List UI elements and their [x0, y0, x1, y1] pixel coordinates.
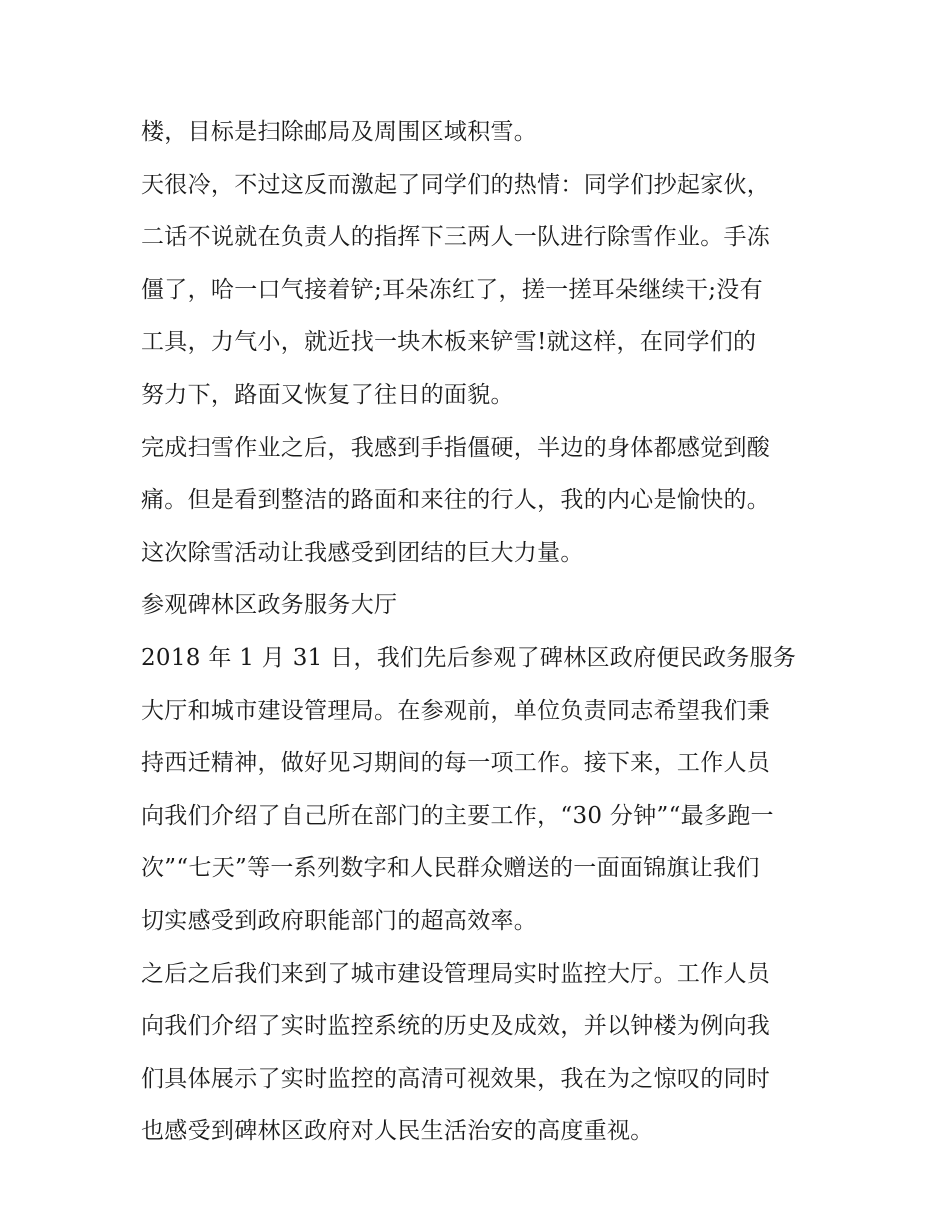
text-line: 向我们介绍了自己所在部门的主要工作，“30 分钟”“最多跑一: [141, 802, 774, 829]
text-line: 之后之后我们来到了城市建设管理局实时监控大厅。工作人员: [141, 960, 771, 987]
text-line: 痛。但是看到整洁的路面和来往的行人，我的内心是愉快的。: [141, 487, 771, 514]
text-line: 次”“七天”等一系列数字和人民群众赠送的一面面锦旗让我们: [141, 855, 760, 882]
text-line: 切实感受到政府职能部门的超高效率。: [141, 907, 538, 934]
text-line: 努力下，路面又恢复了往日的面貌。: [141, 381, 514, 408]
text-line: 工具，力气小，就近找一块木板来铲雪!就这样，在同学们的: [141, 329, 757, 356]
text-line: 楼，目标是扫除邮局及周围区域积雪。: [141, 119, 538, 145]
text-line: 僵了，哈一口气接着铲;耳朵冻红了，搓一搓耳朵继续干;没有: [141, 276, 763, 303]
text-line: 向我们介绍了实时监控系统的历史及成效，并以钟楼为例向我: [141, 1013, 771, 1040]
text-line: 二话不说就在负责人的指挥下三两人一队进行除雪作业。手冻: [141, 224, 771, 251]
text-line: 这次除雪活动让我感受到团结的巨大力量。: [141, 539, 584, 566]
text-line: 完成扫雪作业之后，我感到手指僵硬，半边的身体都感觉到酸: [141, 434, 771, 461]
text-line: 也感受到碑林区政府对人民生活治安的高度重视。: [141, 1118, 654, 1145]
section-heading: 参观碑林区政务服务大厅: [141, 592, 398, 619]
text-line: 们具体展示了实时监控的高清可视效果，我在为之惊叹的同时: [141, 1065, 771, 1092]
body-text: [141, 106, 821, 1158]
text-line: 2018 年 1 月 31 日，我们先后参观了碑林区政府便民政务服务: [141, 644, 797, 671]
text-line: 天很冷，不过这反而激起了同学们的热情：同学们抄起家伙，: [141, 171, 771, 198]
text-line: 持西迁精神，做好见习期间的每一项工作。接下来，工作人员: [141, 750, 771, 777]
text-line: 大厅和城市建设管理局。在参观前，单位负责同志希望我们秉: [141, 697, 771, 724]
